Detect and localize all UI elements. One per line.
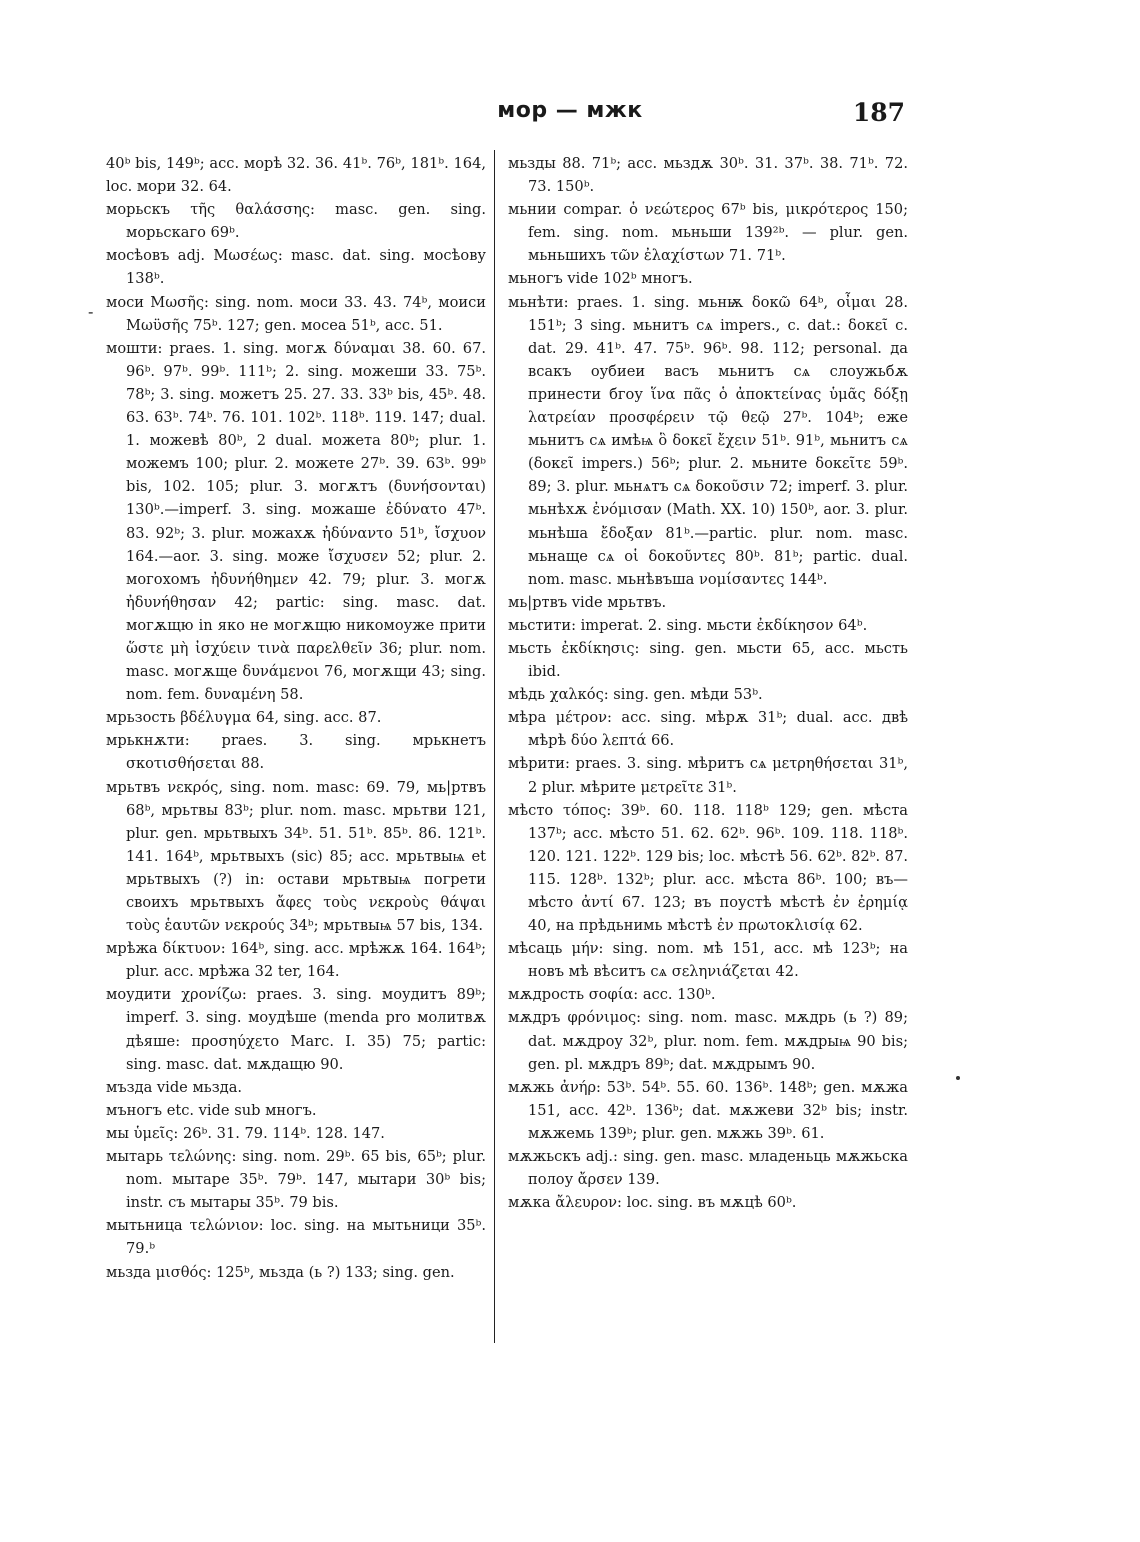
page-number: 187 (852, 98, 905, 127)
dictionary-entry: мрькнѫти: praes. 3. sing. мрькнетъ σκοτισθήσεται 88. (106, 732, 486, 773)
right-column (508, 152, 908, 1214)
dictionary-entry: мѣсаць μήν: sing. nom. мѣ 151, acc. мѣ 123ᵇ; на новъ мѣ вѣситъ сѧ σεληνιάζεται 42. (508, 940, 908, 981)
dictionary-entry: мъногъ etc. vide sub многъ. (106, 1101, 317, 1119)
dictionary-entry: мрьзость βδέλυγμα 64, sing. acc. 87. (106, 709, 382, 727)
dictionary-entry: мѫдрость σοφία: acc. 130ᵇ. (508, 986, 716, 1004)
dictionary-entry: мѣсто τόπος: 39ᵇ. 60. 118. 118ᵇ 129; gen. мѣста 137ᵇ; acc. мѣсто 51. 62. 62ᵇ. 96ᵇ. 109. 118. 118ᵇ. 120. 121. 122ᵇ. 129 bis; loc. мѣстѣ 56. 62ᵇ. 82ᵇ. 87. 115. 128ᵇ. 132ᵇ; plur. acc. мѣста 86ᵇ. 100; въ—мѣсто ἀντί 67. 123; въ поустѣ мѣстѣ ἐν ἐρημίᾳ 40, на прѣдьнимь мѣстѣ ἐν πρωτοκλισίᾳ 62. (508, 801, 908, 935)
dictionary-entry: мьногъ vide 102ᵇ многъ. (508, 270, 693, 288)
page-header-title: мор — мжк (497, 98, 643, 123)
dictionary-entry: мѣрити: praes. 3. sing. мѣритъ сѧ μετρηθήσεται 31ᵇ, 2 plur. мѣрите μετρεῖτε 31ᵇ. (508, 755, 908, 796)
dictionary-entry: моси Μωσῆς: sing. nom. моси 33. 43. 74ᵇ, моиси Μωϋσῆς 75ᵇ. 127; gen. мосеа 51ᵇ, acc. 51. (106, 293, 486, 334)
dictionary-entry: мытьница τελώνιον: loc. sing. на мытьници 35ᵇ. 79.ᵇ (106, 1217, 486, 1258)
dictionary-entry: мьнии compar. ὁ νεώτερος 67ᵇ bis, μικρότερος 150; fem. sing. nom. мьньши 139²ᵇ. — plur. gen. мьньшихъ τῶν ἐλαχίστων 71. 71ᵇ. (508, 201, 908, 265)
dictionary-entry: мы ὑμεῖς: 26ᵇ. 31. 79. 114ᵇ. 128. 147. (106, 1124, 385, 1142)
dictionary-entry: мѫдръ φρόνιμος: sing. nom. masc. мѫдрь (ь ?) 89; dat. мѫдроу 32ᵇ, plur. nom. fem. мѫдрыѩ 90 bis; gen. pl. мѫдръ 89ᵇ; dat. мѫдрымъ 90. (508, 1009, 908, 1073)
dictionary-entry: мьстити: imperat. 2. sing. мьсти ἐκδίκησον 64ᵇ. (508, 616, 868, 634)
dictionary-entry: морьскъ τῆς θαλάσσης: masc. gen. sing. морьскаго 69ᵇ. (106, 201, 486, 242)
dictionary-entry: мьсть ἐκδίκησις: sing. gen. мьсти 65, acc. мьсть ibid. (508, 639, 908, 681)
column-divider (494, 150, 495, 1343)
dictionary-entry: мѫжь ἀνήρ: 53ᵇ. 54ᵇ. 55. 60. 136ᵇ. 148ᵇ; gen. мѫжа 151, acc. 42ᵇ. 136ᵇ; dat. мѫжеви 32ᵇ bis; instr. мѫжемь 139ᵇ; plur. gen. мѫжь 39ᵇ. 61. (508, 1078, 908, 1142)
dictionary-entry: мѫка ἄλευρον: loc. sing. въ мѫцѣ 60ᵇ. (508, 1194, 797, 1212)
dictionary-entry: мѣдь χαλκός: sing. gen. мѣди 53ᵇ. (508, 686, 763, 704)
dictionary-entry: мрѣжа δίκτυον: 164ᵇ, sing. acc. мрѣжѫ 164. 164ᵇ; plur. acc. мрѣжа 32 ter, 164. (106, 940, 486, 981)
dictionary-entry: мѫжьскъ adj.: sing. gen. masc. младеньць мѫжьска полоу ἄρσεν 139. (508, 1148, 908, 1189)
dictionary-entry: мѣра μέτρον: acc. sing. мѣрѫ 31ᵇ; dual. acc. двѣ мѣрѣ δύο λεπτά 66. (508, 709, 908, 750)
dictionary-entry: мошти: praes. 1. sing. могѫ δύναμαι 38. 60. 67. 96ᵇ. 97ᵇ. 99ᵇ. 111ᵇ; 2. sing. можеши 33. 75ᵇ. 78ᵇ; 3. sing. можетъ 25. 27. 33. 33ᵇ bis, 45ᵇ. 48. 63. 63ᵇ. 74ᵇ. 76. 101. 102ᵇ. 118ᵇ. 119. 147; dual. 1. можевѣ 80ᵇ, 2 dual. можета 80ᵇ; plur. 1. можемъ 100; plur. 2. можете 27ᵇ. 39. 63ᵇ. 99ᵇ bis, 102. 105; plur. 3. могѫтъ (δυνήσονται) 130ᵇ.—imperf. 3. sing. можаше ἐδύνατο 47ᵇ. 83. 92ᵇ; 3. plur. можахѫ ἠδύναντο 51ᵇ, ἴσχυον 164.—aor. 3. sing. може ἴσχυσεν 52; plur. 2. могохомъ ἠδυνήθημεν 42. 79; plur. 3. могѫ ἠδυνήθησαν 42; partic: sing. masc. dat. могѫщю in яко не могѫщю никомоуже прити ὥστε μὴ ἰσχύειν τινὰ παρελθεῖν 36; plur. nom. masc. могѫще δυνάμενοι 76, могѫщи 43; sing. nom. fem. δυναμένη 58. (106, 339, 486, 704)
margin-mark: - (88, 302, 94, 321)
dictionary-entry: мрьтвъ νεκρός, sing. nom. masc: 69. 79, мь|ртвъ 68ᵇ, мрьтвы 83ᵇ; plur. nom. masc. мрьтви 121, plur. gen. мрьтвыхъ 34ᵇ. 51. 51ᵇ. 85ᵇ. 86. 121ᵇ. 141. 164ᵇ, мрьтвыхъ (sic) 85; acc. мрьтвыѩ et мрьтвыхъ (?) in: остави мрьтвыѩ погрети своихъ мрьтвыхъ ἄφες τοὺς νεκροὺς θάψαι τοὺς ἑαυτῶν νεκρούς 34ᵇ; мрьтвыѩ 57 bis, 134. (106, 778, 486, 935)
dictionary-entry: 40ᵇ bis, 149ᵇ; acc. морѣ 32. 36. 41ᵇ. 76ᵇ, 181ᵇ. 164, loc. мори 32. 64. (106, 155, 486, 196)
dictionary-entry: мьзды 88. 71ᵇ; acc. мьздѫ 30ᵇ. 31. 37ᵇ. 38. 71ᵇ. 72. 73. 150ᵇ. (508, 155, 908, 196)
dictionary-entry: мьзда μισθός: 125ᵇ, мьзда (ь ?) 133; sing. gen. (106, 1263, 455, 1281)
dictionary-entry: мосѣовъ adj. Μωσέως: masc. dat. sing. мосѣову 138ᵇ. (106, 247, 486, 288)
left-column (106, 152, 486, 1284)
stray-dot (956, 1076, 960, 1080)
dictionary-entry: мь|ртвъ vide мрьтвъ. (508, 593, 667, 611)
dictionary-entry: мъзда vide мьзда. (106, 1078, 243, 1096)
dictionary-entry: мытарь τελώνης: sing. nom. 29ᵇ. 65 bis, 65ᵇ; plur. nom. мытаре 35ᵇ. 79ᵇ. 147, мытари 30ᵇ bis; instr. съ мытары 35ᵇ. 79 bis. (106, 1148, 486, 1212)
dictionary-entry: мьнѣти: praes. 1. sing. мьнѭ δοκῶ 64ᵇ, οἶμαι 28. 151ᵇ; 3 sing. мьнитъ сѧ impers., c. dat.: δοκεῖ c. dat. 29. 41ᵇ. 47. 75ᵇ. 96ᵇ. 98. 112; personal. да всакъ оубиеи васъ мьнитъ сѧ слоужьбѫ принести бгоу ἵνα πᾶς ὁ ἀποκτείνας ὑμᾶς δόξῃ λατρείαν προσφέρειν τῷ θεῷ 27ᵇ. 104ᵇ; еже мьнитъ сѧ имѣѩ ὃ δοκεῖ ἔχειν 51ᵇ. 91ᵇ, мьнитъ сѧ (δοκεῖ impers.) 56ᵇ; plur. 2. мьните δοκεῖτε 59ᵇ. 89; 3. plur. мьнѧтъ сѧ δοκοῦσιν 72; imperf. 3. plur. мьнѣхѫ ἐνόμισαν (Math. XX. 10) 150ᵇ, aor. 3. plur. мьнѣша ἔδοξαν 81ᵇ.—partic. plur. nom. masc. мьнаще сѧ οἱ δοκοῦντες 80ᵇ. 81ᵇ; partic. dual. nom. masc. мьнѣвъша νομίσαντες 144ᵇ. (508, 293, 908, 588)
dictionary-entry: моудити χρονίζω: praes. 3. sing. моудитъ 89ᵇ; imperf. 3. sing. моудѣше (menda pro молитвѫ дѣяше: προσηύχετο Marc. I. 35) 75; partic: sing. masc. dat. мѫдащю 90. (106, 986, 486, 1073)
